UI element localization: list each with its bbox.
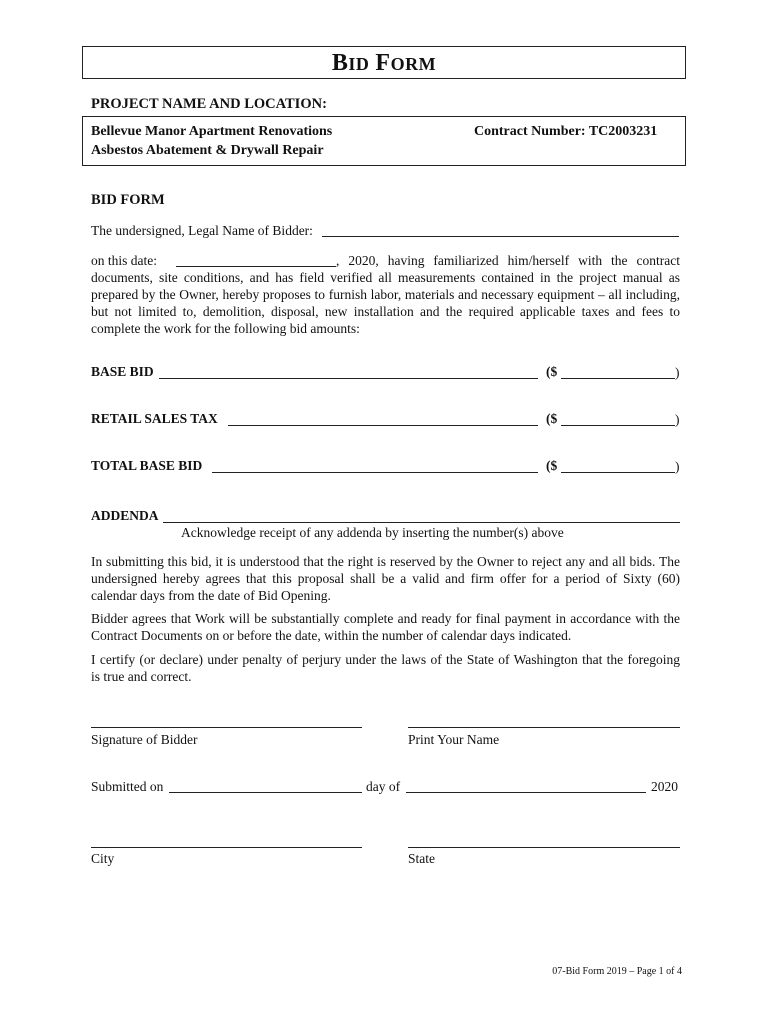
- city-label: City: [91, 851, 115, 866]
- addenda-field[interactable]: [163, 522, 680, 523]
- signature-label: Signature of Bidder: [91, 732, 198, 747]
- project-name: Bellevue Manor Apartment Renovations: [91, 124, 333, 139]
- intro-line-4: but not limited to, demolition, disposal, new installation and the required applicable taxes and fees to: [91, 304, 680, 319]
- addenda-note: Acknowledge receipt of any addenda by inserting the number(s) above: [181, 525, 564, 540]
- total-base-bid-amount-field[interactable]: [561, 472, 675, 473]
- submitted-month-field[interactable]: [406, 792, 646, 793]
- state-field[interactable]: [408, 847, 680, 848]
- reserve-paragraph-line-1: In submitting this bid, it is understood that the right is reserved by the Owner to reject any and all bids. The: [91, 554, 680, 569]
- certify-paragraph-line-1: I certify (or declare) under penalty of perjury under the laws of the State of Washington that the foregoing: [91, 652, 680, 667]
- retail-tax-words-field[interactable]: [228, 425, 538, 426]
- base-bid-dollar: ($: [546, 364, 558, 379]
- page-footer: 07-Bid Form 2019 – Page 1 of 4: [552, 966, 682, 977]
- addenda-label: ADDENDA: [91, 508, 159, 523]
- total-base-bid-close: ): [675, 459, 680, 474]
- bidder-name-field[interactable]: [322, 236, 679, 237]
- city-field[interactable]: [91, 847, 362, 848]
- retail-tax-amount-field[interactable]: [561, 425, 675, 426]
- total-base-bid-dollar: ($: [546, 458, 558, 473]
- reserve-paragraph-line-2: undersigned hereby agrees that this proposal shall be a valid and firm offer for a period of Sixty (60): [91, 571, 680, 586]
- page-title: [82, 50, 686, 77]
- retail-tax-label: RETAIL SALES TAX: [91, 411, 218, 426]
- base-bid-label: BASE BID: [91, 364, 154, 379]
- retail-tax-dollar: ($: [546, 411, 558, 426]
- intro-year-text: , 2020, having familiarized him/herself with the contract: [336, 253, 680, 268]
- signature-field[interactable]: [91, 727, 362, 728]
- base-bid-words-field[interactable]: [159, 378, 538, 379]
- base-bid-close: ): [675, 365, 680, 380]
- completion-paragraph-line-2: Contract Documents on or before the date, within the number of calendar days indicated.: [91, 628, 572, 643]
- bid-form-heading: BID FORM: [91, 192, 165, 208]
- certify-paragraph-line-2: is true and correct.: [91, 669, 192, 684]
- contract-number: Contract Number: TC2003231: [474, 124, 658, 139]
- title-initial-f: F: [375, 50, 391, 76]
- print-name-field[interactable]: [408, 727, 680, 728]
- project-heading: PROJECT NAME AND LOCATION:: [91, 96, 327, 112]
- intro-line-3: prepared by the Owner, hereby proposes to furnish labor, materials and necessary equipment – all including,: [91, 287, 680, 302]
- retail-tax-close: ): [675, 412, 680, 427]
- project-scope: Asbestos Abatement & Drywall Repair: [91, 143, 324, 158]
- title-rest-orm: ORM: [390, 54, 437, 74]
- intro-on-this-date: on this date:: [91, 253, 157, 268]
- reserve-paragraph-line-3: calendar days from the date of Bid Opening.: [91, 588, 331, 603]
- total-base-bid-label: TOTAL BASE BID: [91, 458, 203, 473]
- title-rest-id: ID: [348, 54, 370, 74]
- submitted-on-label: Submitted on: [91, 779, 164, 794]
- title-initial-b: B: [331, 50, 349, 76]
- state-label: State: [408, 851, 435, 866]
- submitted-year: 2020: [651, 779, 678, 794]
- date-field[interactable]: [176, 266, 336, 267]
- base-bid-amount-field[interactable]: [561, 378, 675, 379]
- intro-line-5: complete the work for the following bid amounts:: [91, 321, 360, 336]
- intro-line-2: documents, site conditions, and has field verified all measurements contained in the project manual as: [91, 270, 680, 285]
- total-base-bid-words-field[interactable]: [212, 472, 538, 473]
- completion-paragraph-line-1: Bidder agrees that Work will be substantially complete and ready for final payment in accordance with the: [91, 611, 680, 626]
- day-of-label: day of: [366, 779, 401, 794]
- bidder-label: The undersigned, Legal Name of Bidder:: [91, 223, 313, 238]
- submitted-day-field[interactable]: [169, 792, 362, 793]
- print-name-label: Print Your Name: [408, 732, 500, 747]
